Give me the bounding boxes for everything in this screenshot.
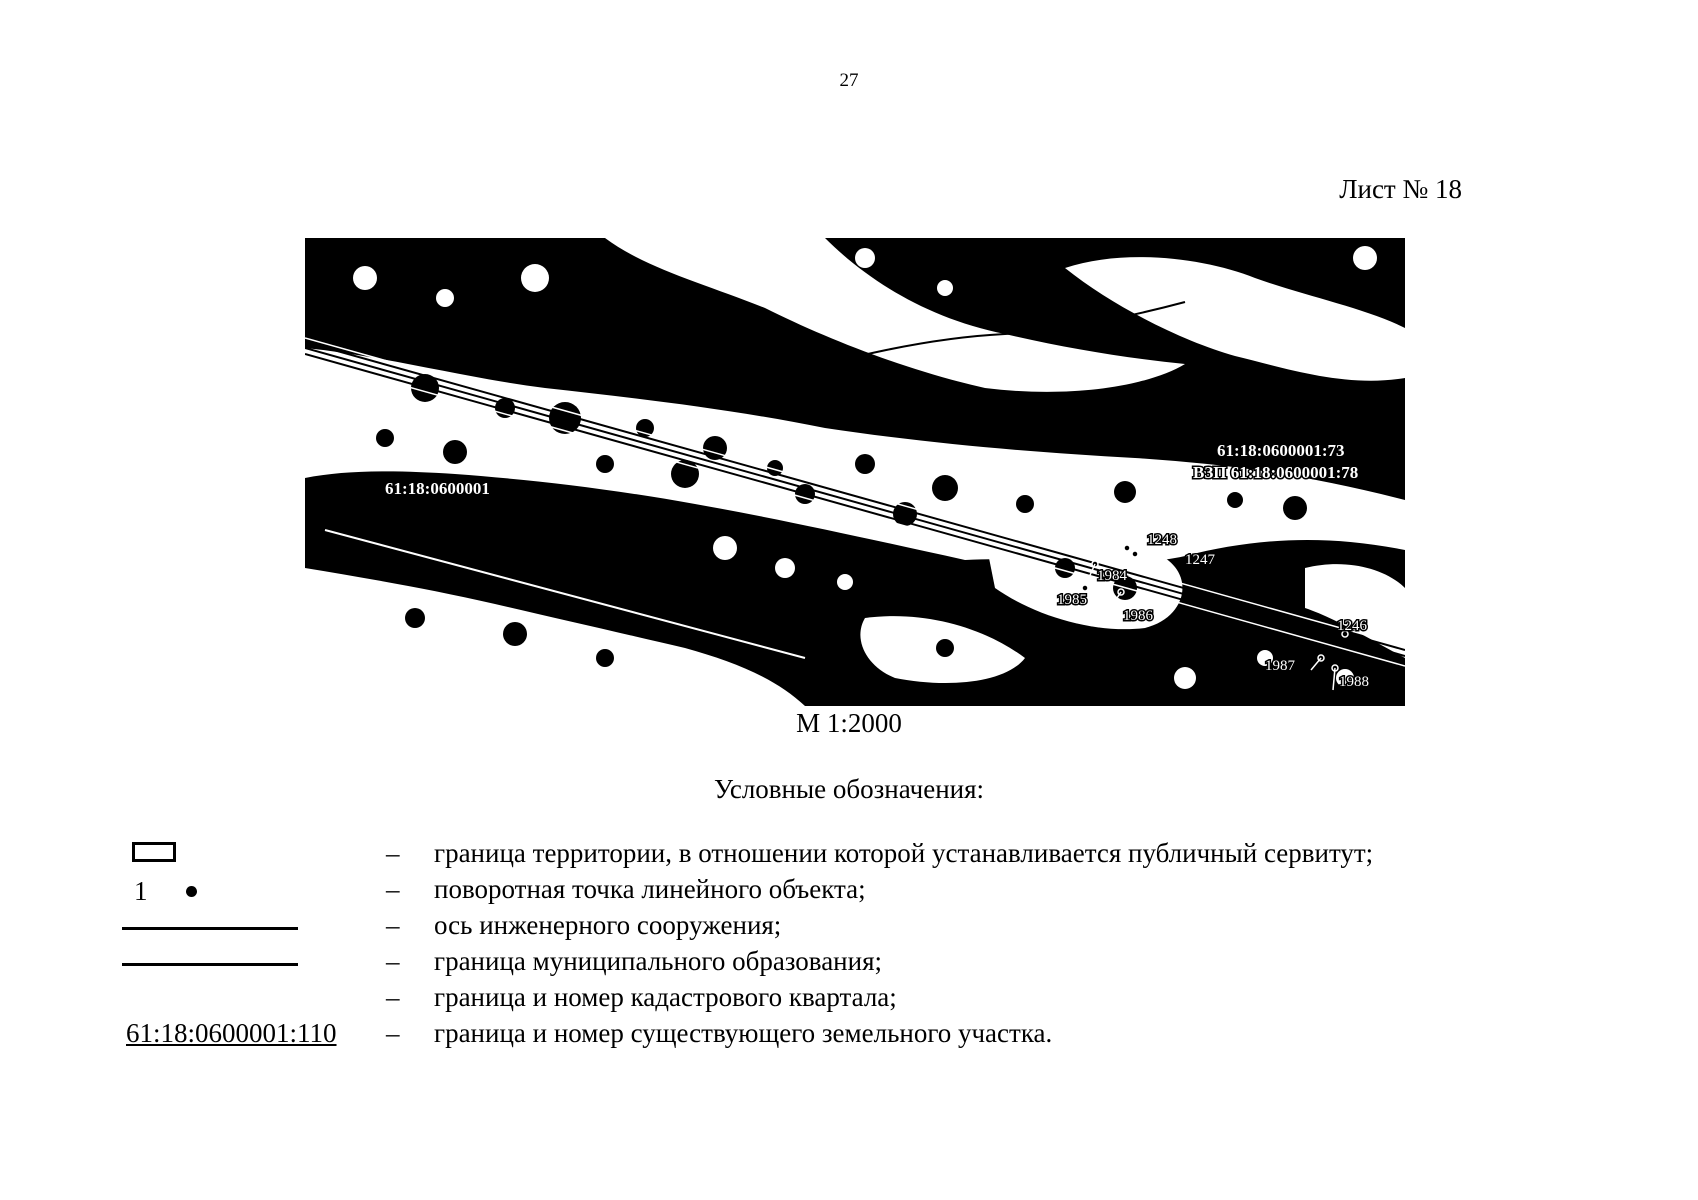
- legend: [120, 838, 1460, 1054]
- point-label: 1247: [1185, 552, 1215, 568]
- legend-item-cadastral-quarter: [120, 982, 1460, 1018]
- map-scale: М 1:2000: [796, 708, 902, 738]
- legend-item-label: граница и номер кадастрового квартала;: [434, 982, 897, 1012]
- legend-item-label: поворотная точка линейного объекта;: [434, 874, 866, 904]
- cadastral-number-symbol: [120, 1018, 360, 1054]
- legend-item-label: граница территории, в отношении которой устанавливается публичный сервитут;: [434, 838, 1374, 868]
- legend-item-engineering-axis: [120, 910, 1460, 946]
- point-label: 1987: [1265, 658, 1295, 674]
- parcel-label: ВЗП 61:18:0600001:78: [1193, 463, 1359, 482]
- point-symbol-number: 1: [134, 876, 148, 906]
- map-image: [305, 238, 1405, 706]
- line-symbol-icon: [120, 946, 360, 982]
- page-number: 27: [839, 70, 859, 91]
- thick-line-symbol-icon: [120, 910, 360, 946]
- point-symbol-icon: [120, 874, 360, 910]
- empty-symbol: [120, 982, 360, 1018]
- legend-item-label: граница муниципального образования;: [434, 946, 883, 976]
- sheet-label: Лист № 18: [1339, 174, 1462, 204]
- point-label: 1248: [1147, 532, 1177, 548]
- point-label: 1988: [1339, 674, 1369, 690]
- legend-item-label: ось инженерного сооружения;: [434, 910, 782, 940]
- point-label: 1984: [1097, 568, 1127, 584]
- rectangle-symbol-icon: [120, 838, 360, 874]
- point-label: 1985: [1057, 592, 1087, 608]
- legend-dash: –: [386, 838, 400, 868]
- cadastral-example: 61:18:0600001:110: [126, 1018, 337, 1048]
- legend-item-turning-point: [120, 874, 1460, 910]
- point-label: 1986: [1123, 608, 1153, 624]
- parcel-label: 61:18:0600001:73: [1217, 441, 1345, 460]
- legend-dash: –: [386, 910, 400, 940]
- legend-dash: –: [386, 946, 400, 976]
- parcel-label: 61:18:0600001: [385, 479, 490, 498]
- legend-title: Условные обозначения:: [713, 774, 985, 804]
- point-label: 1246: [1337, 618, 1367, 634]
- legend-item-municipal-boundary: [120, 946, 1460, 982]
- legend-dash: –: [386, 982, 400, 1012]
- legend-dash: –: [386, 1018, 400, 1048]
- legend-item-label: граница и номер существующего земельного участка.: [434, 1018, 1053, 1048]
- legend-item-servitude-boundary: [120, 838, 1460, 874]
- legend-dash: –: [386, 874, 400, 904]
- legend-item-land-parcel: [120, 1018, 1460, 1054]
